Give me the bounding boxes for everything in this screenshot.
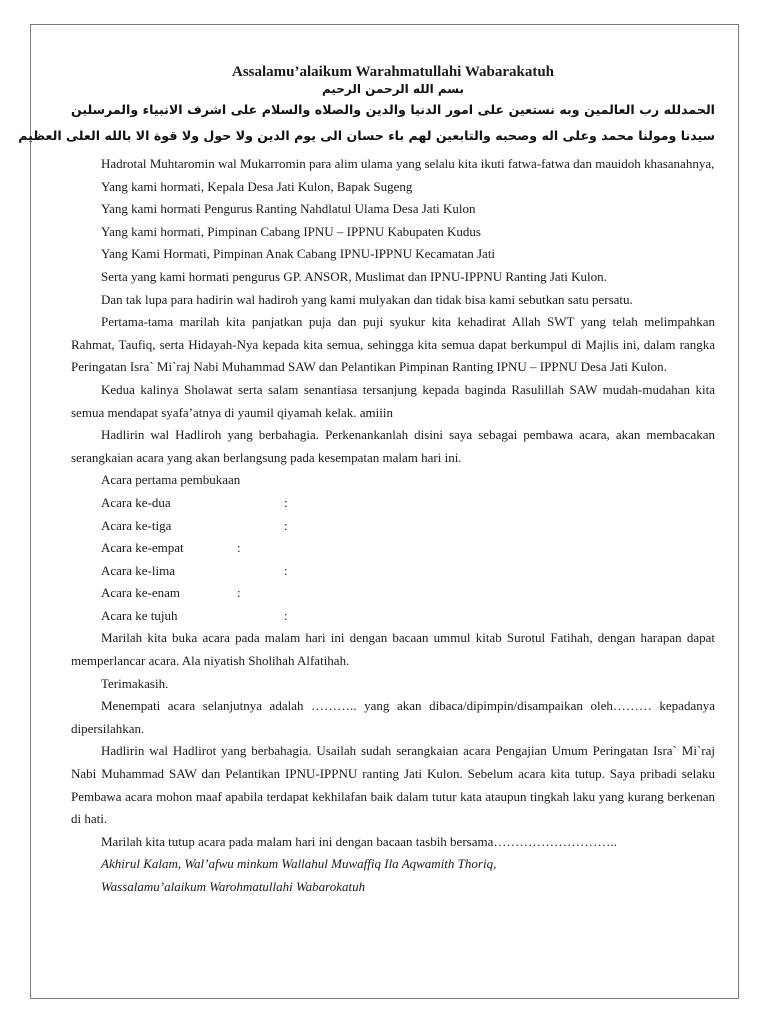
closing-salam-line: Wassalamu’alaikum Warohmatullahi Wabarokatuh: [101, 879, 366, 894]
agenda-item-colon: :: [237, 540, 241, 556]
agenda-item-first: Acara pertama pembukaan: [101, 472, 241, 488]
hormat-line: Yang kami hormati, Pimpinan Cabang IPNU – IPPNU Kabupaten Kudus: [101, 223, 481, 239]
agenda-item-colon: :: [284, 517, 288, 533]
agenda-list: [71, 469, 715, 627]
hadirin-paragraph: Dan tak lupa para hadirin wal hadiroh yang kami mulyakan dan tidak bisa kami sebutkan satu persatu.: [101, 291, 633, 307]
hormat-line: Yang Kami Hormati, Pimpinan Anak Cabang IPNU-IPPNU Kecamatan Jati: [101, 246, 496, 262]
basmalah: بسم الله الرحمن الرحيم: [321, 82, 465, 96]
agenda-item-colon: :: [284, 562, 288, 578]
agenda-item: [101, 560, 715, 583]
agenda-item: [101, 492, 715, 515]
agenda-item-colon: :: [284, 607, 288, 623]
arabic-opening-line-1: الحمدلله رب العالمين وبه نستعين على امور الدنيا والدين والصلاه والسلام على اشرف الانبياء والمرسلين: [71, 102, 715, 117]
document-page: [18, 24, 739, 999]
hormat-line: Serta yang kami hormati pengurus GP. ANSOR, Muslimat dan IPNU-IPPNU Ranting Jati Kulon.: [101, 268, 607, 284]
agenda-item-label: Acara ke-enam: [101, 585, 181, 601]
agenda-item-label: Acara ke-dua: [101, 494, 171, 510]
sholawat-paragraph: Kedua kalinya Sholawat serta salam senantiasa tersanjung kepada baginda Rasulillah SAW mudah-mudahan kita semua mendapat syafa’atnya di yaumil qiyamah kelak. amiiin: [71, 381, 715, 420]
closing-paragraph: Hadlirin wal Hadlirot yang berbahagia. Usailah sudah serangkaian acara Pengajian Umum Peringatan Isra` Mi`raj Nabi Muhammad SAW dan Pelantikan IPNU-IPPNU ranting Jati Kulon. Sebelum acara kita tutup. Saya pribadi selaku Pembawa acara mohon maaf apabila terdapat kekhilafan baik dalam tutur kata ataupun tingkah laku yang kurang berkenan di hati.: [71, 743, 715, 827]
fatihah-paragraph: Marilah kita buka acara pada malam hari ini dengan bacaan ummul kitab Surotul Fatihah, dengan harapan dapat memperlancar acara. Ala niyatish Sholihah Alfatihah.: [71, 630, 715, 669]
agenda-intro-paragraph: Hadlirin wal Hadliroh yang berbahagia. Perkenankanlah disini saya sebagai pembawa acara, akan membacakan serangkaian acara yang akan berlangsung pada kesempatan malam hari ini.: [71, 427, 715, 465]
agenda-item-label: Acara ke tujuh: [101, 607, 178, 623]
agenda-item-colon: :: [284, 494, 288, 510]
agenda-item: [101, 515, 715, 538]
opening-praise-paragraph: Pertama-tama marilah kita panjatkan puja dan puji syukur kita kehadirat Allah SWT yang telah melimpahkan Rahmat, Taufiq, serta Hidayah-Nya kepada kita semua, sehingga kita semua dapat berkumpul di Majlis ini, dalam rangka Peringatan Isra` Mi`raj Nabi Muhammad SAW dan Pelantikan Pimpinan Ranting IPNU – IPPNU Desa Jati Kulon.: [71, 314, 715, 375]
akhirul-kalam-line: Akhirul Kalam, Wal’afwu minkum Wallahul Muwaffiq Ila Aqwamith Thoriq,: [101, 856, 497, 872]
agenda-item-label: Acara ke-lima: [101, 562, 175, 578]
next-agenda-paragraph: Menempati acara selanjutnya adalah ……….. yang akan dibaca/dipimpin/disampaikan oleh……… kepadanya dipersilahkan.: [71, 698, 715, 736]
greeting-paragraph: Hadrotal Muhtaromin wal Mukarromin para alim ulama yang selalu kita ikuti fatwa-fatwa dan mauidoh khasanahnya,: [101, 156, 715, 171]
tasbih-line: Marilah kita tutup acara pada malam hari ini dengan bacaan tasbih bersama………………………..: [101, 833, 617, 849]
agenda-item: [101, 605, 715, 628]
agenda-item: [101, 582, 715, 605]
agenda-item: [101, 537, 715, 560]
agenda-item-label: Acara ke-tiga: [101, 517, 172, 533]
terimakasih-line: Terimakasih.: [101, 675, 169, 691]
document-title: Assalamu’alaikum Warahmatullahi Wabarakatuh: [231, 64, 555, 80]
arabic-opening-line-2: سيدنا ومولنا محمد وعلى اله وصحبه والتابعين لهم باء حسان الى يوم الدين ولا حول ولا قوة الا بالله العلى العظيم: [18, 128, 715, 143]
hormat-line: Yang kami hormati, Kepala Desa Jati Kulon, Bapak Sugeng: [101, 178, 413, 194]
document-content: [18, 63, 715, 899]
agenda-item-label: Acara ke-empat: [101, 540, 184, 556]
hormat-line: Yang kami hormati Pengurus Ranting Nahdlatul Ulama Desa Jati Kulon: [101, 201, 476, 217]
agenda-item-colon: :: [237, 585, 241, 601]
